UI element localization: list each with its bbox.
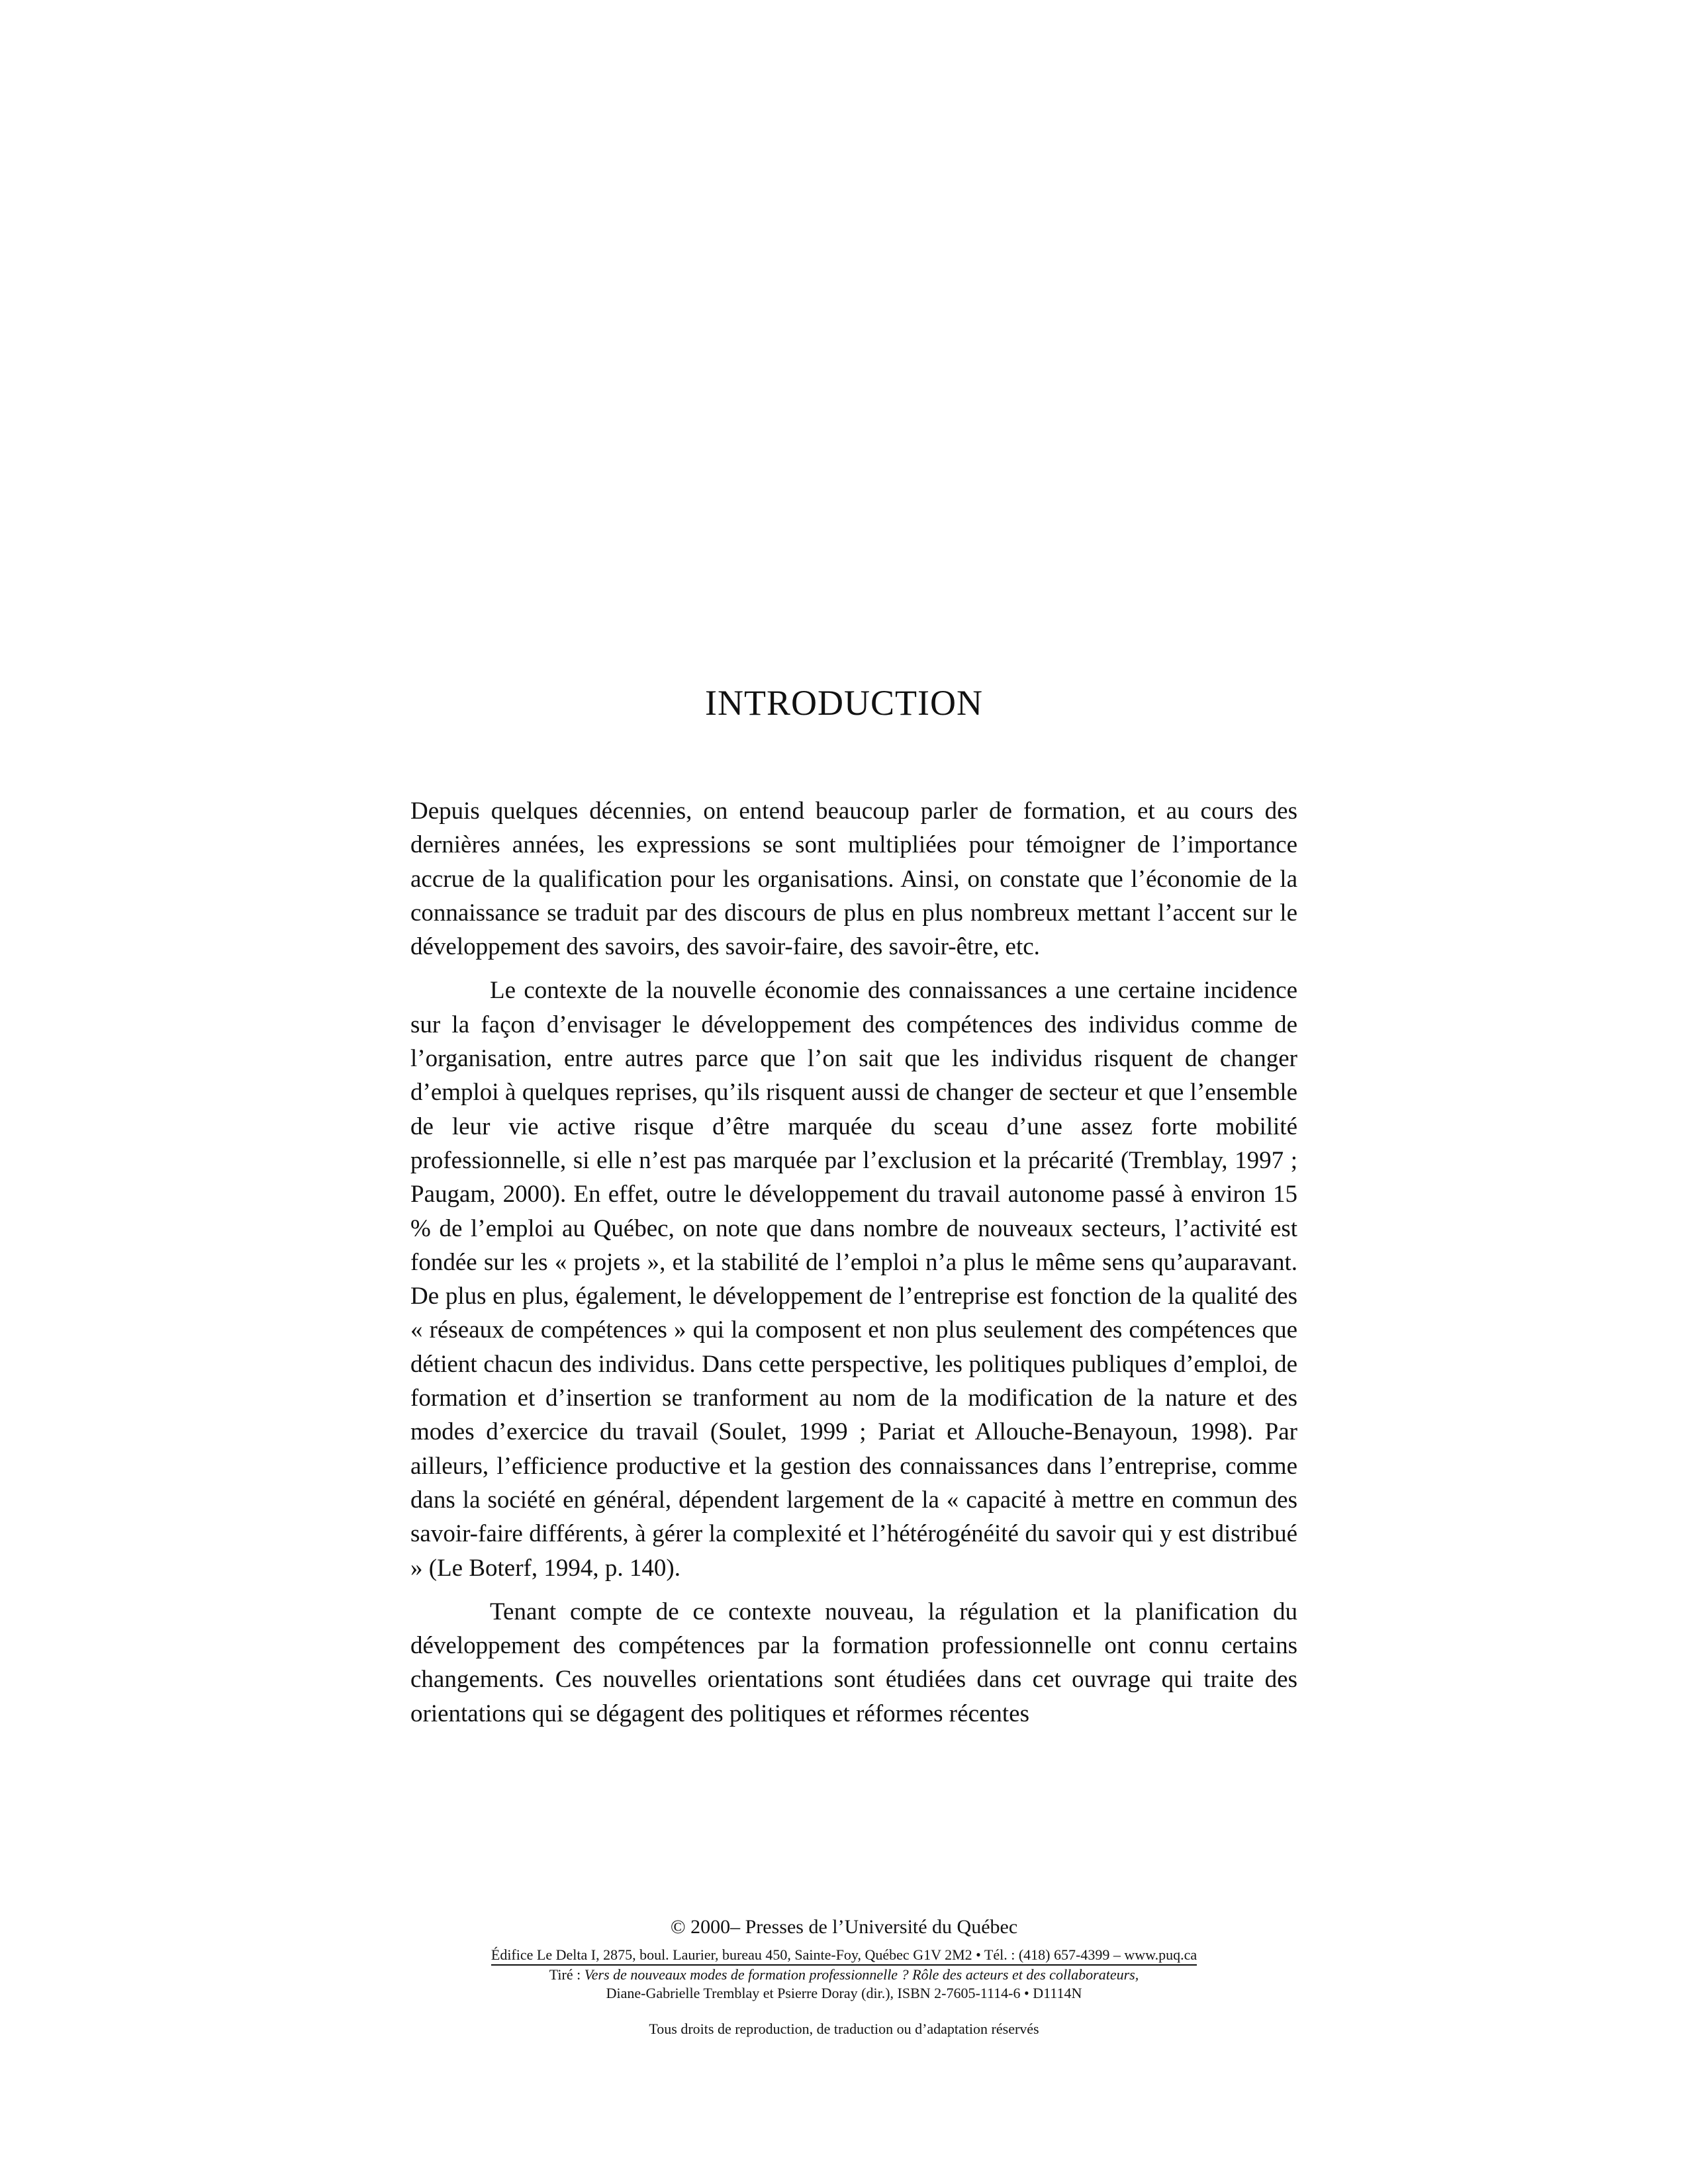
page-footer xyxy=(0,1913,1688,2038)
paragraph-3: Tenant compte de ce contexte nouveau, la régulation et la planification du développement des compétences par la formation professionnelle ont connu certains changements. Ces nouvelles orientations sont étudiées dans cet ouvrage qui traite des orientations qui se dégagent des politiques et réformes récentes xyxy=(410,1598,1297,1727)
paragraph-1: Depuis quelques décennies, on entend beaucoup parler de formation, et au cours des dernières années, les expressions se sont multipliées pour témoigner de l’importance accrue de la qualification pour les organisations. Ainsi, on constate que l’économie de la connaissance se traduit par des discours de plus en plus nombreux mettant l’accent sur le développement des savoirs, des savoir-faire, des savoir-être, etc. xyxy=(410,797,1297,961)
copyright-notice: © 2000– Presses de l’Université du Québec xyxy=(670,1916,1018,1938)
authors-isbn: Diane-Gabrielle Tremblay et Psierre Doray (dir.), ISBN 2-7605-1114-6 • D1114N xyxy=(606,1985,1082,2001)
source-line xyxy=(0,1966,1688,1984)
page-title: INTRODUCTION xyxy=(705,683,983,723)
paragraph-2: Le contexte de la nouvelle économie des connaissances a une certaine incidence sur la façon d’envisager le développement des compétences des individus comme de l’organisation, entre autres parce que l’on sait que les individus risquent de changer d’emploi à quelques reprises, qu’ils risquent aussi de changer de secteur et que l’ensemble de leur vie active risque d’être marquée du sceau d’une assez forte mobilité professionnelle, si elle n’est pas marquée par l’exclusion et la précarité (Tremblay, 1997 ; Paugam, 2000). En effet, outre le développement du travail autonome passé à environ 15 % de l’emploi au Québec, on note que dans nombre de nouveaux secteurs, l’activité est fondée sur les « projets », et la stabilité de l’emploi n’a plus le même sens qu’auparavant. De plus en plus, également, le développement de l’entreprise est fonction de la qualité des « réseaux de compétences » qui la composent et non plus seulement des compétences que détient chacun des individus. Dans cette perspective, les politiques publiques d’emploi, de formation et d’insertion se tranforment au nom de la modification de la nature et des modes d’exercice du travail (Soulet, 1999 ; Pariat et Allouche-Benayoun, 1998). Par ailleurs, l’efficience productive et la gestion des connaissances dans l’entreprise, comme dans la société en général, dépendent largement de la « capacité à mettre en commun des savoir-faire différents, à gérer la complexité et l’hétérogénéité du savoir qui y est distribué » (Le Boterf, 1994, p. 140). xyxy=(410,977,1297,1582)
publisher-address: Édifice Le Delta I, 2875, boul. Laurier, bureau 450, Sainte-Foy, Québec G1V 2M2 • Tél. : (418) 657-4399 – www.puq.ca xyxy=(491,1946,1197,1966)
body-text xyxy=(410,794,1297,1741)
source-label: Tiré : xyxy=(549,1966,585,1983)
book-title: Vers de nouveaux modes de formation professionnelle ? Rôle des acteurs et des collaborateurs, xyxy=(584,1966,1139,1983)
rights-notice: Tous droits de reproduction, de traduction ou d’adaptation réservés xyxy=(649,2021,1039,2037)
